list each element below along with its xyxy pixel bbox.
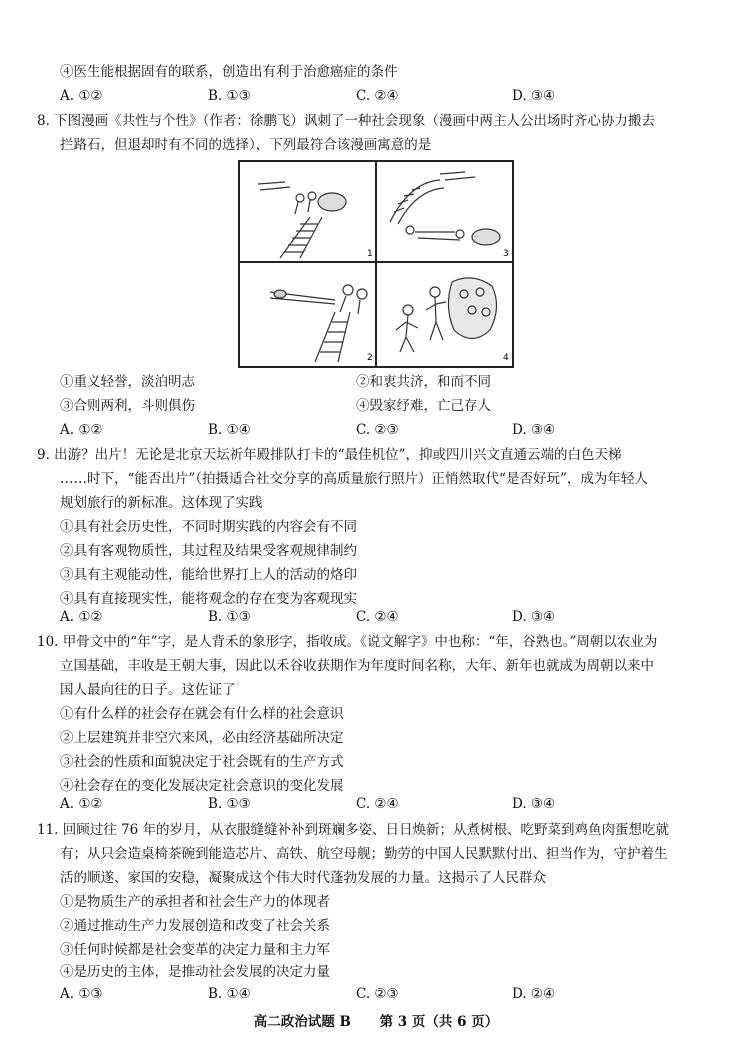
q7-option-c: C. ②④ (356, 88, 399, 104)
q8-option-b: B. ①④ (208, 422, 251, 438)
q9-item-2: ②具有客观物质性，其过程及结果受客观规律制约 (60, 543, 357, 559)
q11-option-a: A. ①③ (60, 986, 103, 1002)
q11-item-2: ②通过推动生产力发展创造和改变了社会关系 (60, 918, 330, 934)
footer-subject: 高二政治试题 B (253, 1014, 351, 1030)
q11-item-1: ①是物质生产的承担者和社会生产力的体现者 (60, 894, 330, 910)
q8-item-1: ①重义轻誉，淡泊明志 (60, 374, 195, 390)
panel-number-1: 1 (367, 249, 373, 259)
page-footer (0, 1012, 752, 1032)
q11-item-3: ③任何时候都是社会变革的决定力量和主力军 (60, 942, 330, 958)
q9-item-4: ④具有直接现实性，能将观念的存在变为客观现实 (60, 591, 357, 607)
panel-number-3: 3 (503, 249, 509, 259)
q10-item-4: ④社会存在的变化发展决定社会意识的变化发展 (60, 778, 344, 794)
q9-item-1: ①具有社会历史性，不同时期实践的内容会有不同 (60, 519, 357, 535)
q8-stem-line2: 拦路石，但退却时有不同的选择），下列最符合该漫画寓意的是 (60, 137, 432, 153)
q10-stem-line3: 国人最向往的日子。这佐证了 (60, 682, 236, 698)
q8-stem-line1: 8. 下图漫画《共性与个性》（作者：徐鹏飞）讽刺了一种社会现象（漫画中两主人公出场时齐心协力搬去 (37, 113, 655, 129)
panel-4 (396, 278, 497, 352)
q11-stem-line1: 11. 回顾过往 76 年的岁月，从衣服缝缝补补到斑斓多姿、日日焕新；从煮树根、吃野菜到鸡鱼肉蛋想吃就 (37, 822, 670, 838)
panel-1 (258, 182, 346, 258)
q9-item-3: ③具有主观能动性，能给世界打上人的活动的烙印 (60, 567, 357, 583)
q10-item-2: ②上层建筑并非空穴来风，必由经济基础所决定 (60, 730, 344, 746)
q10-stem-line1: 10. 甲骨文中的“年”字，是人背禾的象形字，指收成。《说文解字》中也称：“年，谷熟也。”周朝以农业为 (37, 634, 658, 650)
q11-option-c: C. ②③ (356, 986, 399, 1002)
q9-stem-line1: 9. 出游？出片！无论是北京天坛祈年殿排队打卡的“最佳机位”，抑或四川兴文直通云端的白色天梯 (37, 447, 622, 463)
q9-option-c: C. ②④ (356, 609, 399, 625)
q11-stem-line3: 活的顺遂、家国的安稳，凝聚成这个伟大时代蓬勃发展的力量。这揭示了人民群众 (60, 870, 546, 886)
panel-number-4: 4 (503, 353, 509, 363)
q10-item-1: ①有什么样的社会存在就会有什么样的社会意识 (60, 706, 344, 722)
comic-drawing (240, 162, 512, 366)
panel-3 (390, 172, 500, 245)
q11-option-b: B. ①④ (208, 986, 251, 1002)
q10-option-d: D. ③④ (512, 796, 556, 812)
q8-option-d: D. ③④ (512, 422, 556, 438)
q11-option-d: D. ②④ (512, 986, 556, 1002)
q11-item-4: ④是历史的主体，是推动社会发展的决定力量 (60, 964, 330, 980)
panel-2 (270, 285, 367, 362)
q11-stem-line2: 有；从只会造桌椅茶碗到能造芯片、高铁、航空母舰；勤劳的中国人民默默付出、担当作为，守护着生 (60, 846, 668, 862)
q8-item-4: ④毁家纾难，亡己存人 (356, 398, 491, 414)
q8-item-3: ③合则两利，斗则俱伤 (60, 398, 195, 414)
q10-option-b: B. ①③ (208, 796, 251, 812)
q7-item-4: ④医生能根据固有的联系，创造出有利于治愈癌症的条件 (60, 64, 398, 80)
q9-stem-line3: 规划旅行的新标准。这体现了实践 (60, 495, 263, 511)
q10-option-a: A. ①② (60, 796, 103, 812)
q8-item-2: ②和衷共济，和而不同 (356, 374, 491, 390)
q9-option-d: D. ③④ (512, 609, 556, 625)
q9-option-a: A. ①② (60, 609, 103, 625)
q7-option-d: D. ③④ (512, 88, 556, 104)
q10-stem-line2: 立国基础，丰收是王朝大事，因此以禾谷收获期作为年度时间名称，大年、新年也就成为周朝以来中 (60, 658, 654, 674)
q7-option-b: B. ①③ (208, 88, 251, 104)
q9-option-b: B. ①③ (208, 609, 251, 625)
q9-stem-line2: ……时下，“能否出片”（拍摄适合社交分享的高质量旅行照片）正悄然取代“是否好玩”，成为年轻人 (60, 471, 648, 487)
panel-number-2: 2 (367, 353, 373, 363)
comic-figure (238, 160, 514, 368)
q8-option-a: A. ①② (60, 422, 103, 438)
q10-option-c: C. ②④ (356, 796, 399, 812)
q7-option-a: A. ①② (60, 88, 103, 104)
q8-option-c: C. ②③ (356, 422, 399, 438)
footer-page-number: 第 3 页（共 6 页） (379, 1014, 499, 1030)
q10-item-3: ③社会的性质和面貌决定于社会既有的生产方式 (60, 754, 344, 770)
